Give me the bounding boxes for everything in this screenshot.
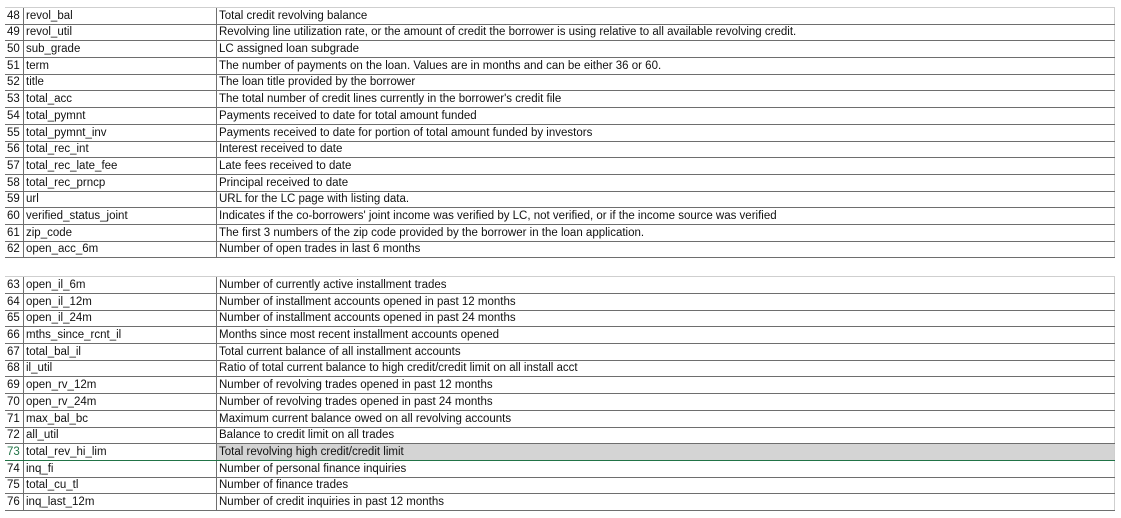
field-name-cell[interactable]: revol_util [24, 24, 217, 41]
field-name-cell[interactable]: total_rev_hi_lim [24, 444, 217, 461]
field-name-cell[interactable]: title [24, 74, 217, 91]
row-number: 75 [5, 477, 24, 494]
table-row[interactable] [5, 141, 1115, 158]
table-body-top [5, 8, 1115, 258]
field-name-cell[interactable]: zip_code [24, 224, 217, 241]
field-name-cell[interactable]: url [24, 191, 217, 208]
field-name-cell[interactable]: total_cu_tl [24, 477, 217, 494]
table-row[interactable] [5, 360, 1115, 377]
field-description-cell[interactable]: Total credit revolving balance [217, 8, 1115, 25]
field-description-cell[interactable]: URL for the LC page with listing data. [217, 191, 1115, 208]
spreadsheet-view [5, 7, 1115, 511]
row-number: 67 [5, 344, 24, 361]
table-row[interactable] [5, 241, 1115, 258]
table-row[interactable] [5, 224, 1115, 241]
field-description-cell[interactable]: The first 3 numbers of the zip code provided by the borrower in the loan application. [217, 224, 1115, 241]
row-number: 72 [5, 427, 24, 444]
table-row[interactable] [5, 477, 1115, 494]
row-number: 68 [5, 360, 24, 377]
field-name-cell[interactable]: inq_last_12m [24, 494, 217, 511]
table-row[interactable] [5, 24, 1115, 41]
table-row[interactable] [5, 41, 1115, 58]
field-name-cell[interactable]: sub_grade [24, 41, 217, 58]
table-row[interactable] [5, 460, 1115, 477]
row-number: 51 [5, 58, 24, 75]
row-number: 48 [5, 8, 24, 25]
field-name-cell[interactable]: open_il_12m [24, 294, 217, 311]
row-number: 53 [5, 91, 24, 108]
row-number: 64 [5, 294, 24, 311]
field-name-cell[interactable]: mths_since_rcnt_il [24, 327, 217, 344]
field-name-cell[interactable]: total_rec_prncp [24, 174, 217, 191]
table-row[interactable] [5, 494, 1115, 511]
row-number: 65 [5, 310, 24, 327]
field-description-cell[interactable]: Late fees received to date [217, 158, 1115, 175]
field-name-cell[interactable]: max_bal_bc [24, 410, 217, 427]
field-name-cell[interactable]: revol_bal [24, 8, 217, 25]
table-row[interactable] [5, 394, 1115, 411]
field-name-cell[interactable]: open_il_6m [24, 277, 217, 294]
data-dictionary-table-top [5, 7, 1115, 258]
field-description-cell[interactable]: Number of revolving trades opened in past 12 months [217, 377, 1115, 394]
row-number: 54 [5, 108, 24, 125]
table-row[interactable] [5, 8, 1115, 25]
table-row[interactable] [5, 91, 1115, 108]
table-row[interactable] [5, 444, 1115, 461]
field-name-cell[interactable]: total_rec_int [24, 141, 217, 158]
field-description-cell[interactable]: The number of payments on the loan. Values are in months and can be either 36 or 60. [217, 58, 1115, 75]
field-description-cell[interactable]: Balance to credit limit on all trades [217, 427, 1115, 444]
table-row[interactable] [5, 344, 1115, 361]
table-body-bottom [5, 277, 1115, 511]
row-number: 76 [5, 494, 24, 511]
row-number: 50 [5, 41, 24, 58]
row-number: 73 [5, 444, 24, 461]
field-name-cell[interactable]: verified_status_joint [24, 208, 217, 225]
table-row[interactable] [5, 310, 1115, 327]
field-description-cell[interactable]: LC assigned loan subgrade [217, 41, 1115, 58]
field-description-cell[interactable]: Interest received to date [217, 141, 1115, 158]
field-name-cell[interactable]: all_util [24, 427, 217, 444]
table-row[interactable] [5, 208, 1115, 225]
row-number: 57 [5, 158, 24, 175]
table-row[interactable] [5, 327, 1115, 344]
field-description-cell[interactable]: Total revolving high credit/credit limit [217, 444, 1115, 461]
field-description-cell[interactable]: Total current balance of all installment accounts [217, 344, 1115, 361]
row-number: 62 [5, 241, 24, 258]
row-number: 66 [5, 327, 24, 344]
field-description-cell[interactable]: Number of open trades in last 6 months [217, 241, 1115, 258]
table-row[interactable] [5, 174, 1115, 191]
field-name-cell[interactable]: open_il_24m [24, 310, 217, 327]
row-number: 74 [5, 460, 24, 477]
field-description-cell[interactable]: Number of credit inquiries in past 12 months [217, 494, 1115, 511]
row-number: 71 [5, 410, 24, 427]
field-description-cell[interactable]: Number of currently active installment trades [217, 277, 1115, 294]
row-number: 56 [5, 141, 24, 158]
table-row[interactable] [5, 427, 1115, 444]
field-description-cell[interactable]: Indicates if the co-borrowers' joint income was verified by LC, not verified, or if the income source was verified [217, 208, 1115, 225]
field-name-cell[interactable]: il_util [24, 360, 217, 377]
field-description-cell[interactable]: Number of installment accounts opened in past 24 months [217, 310, 1115, 327]
field-description-cell[interactable]: Ratio of total current balance to high credit/credit limit on all install acct [217, 360, 1115, 377]
row-number: 58 [5, 174, 24, 191]
field-name-cell[interactable]: open_rv_12m [24, 377, 217, 394]
row-number: 55 [5, 124, 24, 141]
empty-row-gap [5, 258, 1115, 276]
field-name-cell[interactable]: open_acc_6m [24, 241, 217, 258]
row-number: 63 [5, 277, 24, 294]
field-name-cell[interactable]: total_pymnt_inv [24, 124, 217, 141]
table-row[interactable] [5, 124, 1115, 141]
field-name-cell[interactable]: total_pymnt [24, 108, 217, 125]
field-description-cell[interactable]: Principal received to date [217, 174, 1115, 191]
row-number: 52 [5, 74, 24, 91]
row-number: 70 [5, 394, 24, 411]
field-description-cell[interactable]: Number of personal finance inquiries [217, 460, 1115, 477]
table-row[interactable] [5, 294, 1115, 311]
table-row[interactable] [5, 410, 1115, 427]
field-description-cell[interactable]: Months since most recent installment accounts opened [217, 327, 1115, 344]
table-row[interactable] [5, 277, 1115, 294]
field-name-cell[interactable]: total_bal_il [24, 344, 217, 361]
table-row[interactable] [5, 191, 1115, 208]
field-name-cell[interactable]: inq_fi [24, 460, 217, 477]
field-description-cell[interactable]: The loan title provided by the borrower [217, 74, 1115, 91]
row-number: 49 [5, 24, 24, 41]
row-number: 59 [5, 191, 24, 208]
table-row[interactable] [5, 108, 1115, 125]
field-description-cell[interactable]: Number of finance trades [217, 477, 1115, 494]
table-row[interactable] [5, 74, 1115, 91]
field-description-cell[interactable]: Payments received to date for total amount funded [217, 108, 1115, 125]
field-name-cell[interactable]: total_acc [24, 91, 217, 108]
row-number: 61 [5, 224, 24, 241]
row-number: 60 [5, 208, 24, 225]
row-number: 69 [5, 377, 24, 394]
field-description-cell[interactable]: Maximum current balance owed on all revolving accounts [217, 410, 1115, 427]
field-description-cell[interactable]: Number of revolving trades opened in past 24 months [217, 394, 1115, 411]
field-description-cell[interactable]: Revolving line utilization rate, or the amount of credit the borrower is using relative to all available revolving credit. [217, 24, 1115, 41]
field-name-cell[interactable]: total_rec_late_fee [24, 158, 217, 175]
field-name-cell[interactable]: open_rv_24m [24, 394, 217, 411]
field-description-cell[interactable]: Number of installment accounts opened in past 12 months [217, 294, 1115, 311]
field-description-cell[interactable]: Payments received to date for portion of total amount funded by investors [217, 124, 1115, 141]
table-row[interactable] [5, 158, 1115, 175]
field-description-cell[interactable]: The total number of credit lines currently in the borrower's credit file [217, 91, 1115, 108]
table-row[interactable] [5, 58, 1115, 75]
field-name-cell[interactable]: term [24, 58, 217, 75]
table-row[interactable] [5, 377, 1115, 394]
data-dictionary-table-bottom [5, 276, 1115, 511]
